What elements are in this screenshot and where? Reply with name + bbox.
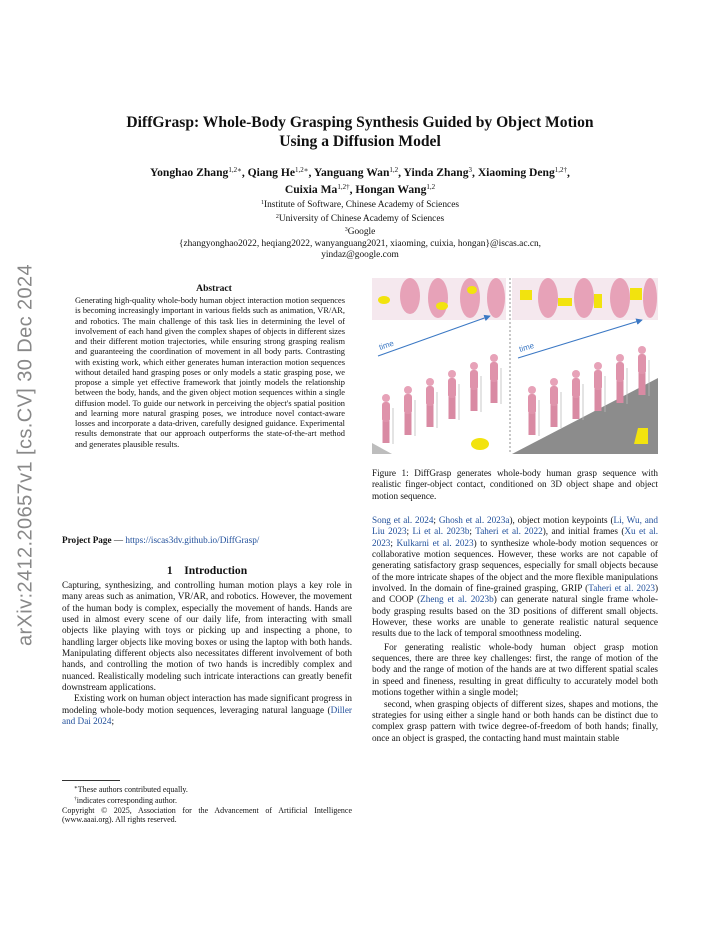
- right-column-body: [372, 515, 658, 744]
- author-separator: ,: [567, 166, 570, 179]
- right-paragraph-1: [372, 515, 658, 640]
- human-figure: [528, 386, 539, 436]
- intro-paragraph-1: Capturing, synthesizing, and controlling human motion plays a key role in many areas such as animation, VR/AR, and robotics. However, the movement of the human body is complex, especially the movement of hands. Hands are used in almost every scene of our daily life, from interacting with small objects like playing with toys or picking up and inspecting a phone, to handling larger objects like moving boxes or using the laptop with both hands. Manipulating different objects also necessitates different involvement of both hands, and controlling the motion of two hands is incredibly complex and nuanced. Realistically modeling such intricate interactions can greatly benefit downstream applications.: [62, 580, 352, 693]
- body-text: ;: [390, 537, 397, 548]
- citation-link[interactable]: Song et al. 2024: [372, 515, 434, 525]
- affiliation-1-text: Institute of Software, Chinese Academy of Sciences: [264, 200, 459, 210]
- arxiv-stamp-text: arXiv:2412.20657v1 [cs.CV] 30 Dec 2024: [14, 263, 37, 647]
- human-figure: [382, 394, 393, 444]
- author-name: Qiang He: [247, 166, 295, 179]
- body-text: ), object motion keypoints (: [509, 515, 614, 525]
- body-text: ) to synthesize whole-body motion sequences or collaborative motion sequences. However, these works are not capable of generating satisfactory grasp sequences, especially for small objects because of the more intricate shapes of the object and the more flexible manipulations involved. In the domain of fine-grained grasping, GRIP (: [372, 537, 659, 594]
- affiliation-1-mark: 1: [261, 200, 264, 206]
- footnote-rule: [62, 780, 120, 781]
- right-paragraph-2: For generating realistic whole-body human object grasp motion sequences, there are three key challenges: first, the range of motion of the body and the range of motion of the hands are at two different spatial scales in speed and fineness, resulting in great difficulty to accurately model both motions together within a single model;: [372, 641, 658, 698]
- human-figure: [426, 378, 437, 428]
- body-text: ;: [406, 526, 413, 537]
- author-affiliation-mark: 1,2: [389, 166, 399, 174]
- human-figure: [550, 378, 561, 428]
- human-figure: [594, 362, 605, 412]
- citation-link[interactable]: Li, Wu, and Liu 2023: [372, 515, 658, 537]
- footnotes: [62, 784, 352, 825]
- citation-link[interactable]: Kulkarni et al. 2023: [396, 537, 474, 548]
- intro-paragraph-2: [62, 693, 352, 727]
- author-name: Hongan Wang: [355, 183, 427, 196]
- arxiv-stamp: [6, 245, 46, 665]
- time-arrow-left: [378, 316, 490, 356]
- human-sequence-left: [382, 354, 501, 444]
- footnote-1-mark: ∗: [74, 785, 78, 791]
- right-paragraph-3: second, when grasping objects of different sizes, shapes and motions, the strategies for using either a single hand or both hands can be distinct due to complex grasp pattern with twice degree-of-freedom of both hands; finally, once an object is grasped, the contacting hand must maintain stable: [372, 698, 658, 743]
- human-figure: [470, 362, 481, 412]
- body-text: ) can generate natural single frame whole-body grasping results based on the 3D positions of different small objects. However, these works are unable to generate realistic natural sequence results due to the lack of temporal smoothness modeling.: [372, 594, 659, 639]
- author-affiliation-mark: 1,2∗: [228, 166, 242, 174]
- closeup-panel-left: [372, 278, 506, 320]
- human-figure: [404, 386, 415, 436]
- project-page-link[interactable]: https://iscas3dv.github.io/DiffGrasp/: [125, 535, 260, 545]
- author-separator: ,: [241, 166, 248, 179]
- author-name: Yonghao Zhang: [150, 166, 229, 179]
- author-name: Yinda Zhang: [403, 166, 469, 179]
- authors-line-1: [70, 163, 650, 180]
- author-name: Cuixia Ma: [284, 183, 338, 196]
- authors-line-2: [70, 180, 650, 197]
- intro-paragraph-2-text: Existing work on human object interaction has made significant progress in modeling whole-body motion sequences, leveraging natural language (: [62, 693, 352, 715]
- footnote-2: [62, 795, 352, 806]
- author-affiliation-mark: 1,2: [426, 183, 436, 191]
- project-page-label: Project Page: [62, 535, 112, 545]
- citation-link[interactable]: Xu et al. 2023: [372, 526, 658, 548]
- abstract-heading: Abstract: [196, 283, 232, 294]
- title-line-2: Using a Diffusion Model: [279, 133, 441, 150]
- body-text: ) and COOP (: [372, 583, 658, 605]
- footnote-2-mark: †: [74, 795, 77, 802]
- author-separator: ,: [308, 166, 314, 179]
- human-figure: [572, 370, 583, 420]
- abstract-text: Generating high-quality whole-body human object interaction motion sequences is becoming increasingly important in various fields such as animation, VR/AR, and robotics. The main challenge of this task lies in determining the level of involvement of each hand given the complex shapes of objects in different sizes and their different motion trajectories, while ensuring strong grasping realism and guaranteeing the coordination of movement in all body parts. Contrasting with existing work, which either generates human interaction motion sequences without detailed hand grasping poses or only models a static grasping pose, we propose a simple yet effective framework that jointly models the relationship between the body, hands, and the given object motion sequences within a single diffusion model. To guide our network in perceiving the object's spatial position and learning more natural grasping poses, we introduce novel contact-aware losses and incorporate a data-driven, carefully designed guidance. Experimental results demonstrate that our approach outperforms the state-of-the-art method and generates plausible results.: [75, 296, 345, 449]
- title-line-1: DiffGrasp: Whole-Body Grasping Synthesis Guided by Object Motion: [126, 114, 594, 131]
- citation-link[interactable]: Li et al. 2023b: [412, 526, 470, 537]
- affiliation-2-text: University of Chinese Academy of Sciences: [278, 213, 445, 224]
- copyright-notice: Copyright © 2025, Association for the Advancement of Artificial Intelligence (www.aaai.org). All rights reserved.: [62, 805, 352, 825]
- section-1-title-text: 1 Introduction: [166, 564, 248, 577]
- affiliation-3-text: Google: [347, 227, 376, 238]
- author-separator: ,: [398, 166, 404, 179]
- footnote-2-text: indicates corresponding author.: [76, 795, 177, 805]
- paper-title: [60, 113, 660, 151]
- author-name: Yanguang Wan: [313, 166, 390, 179]
- affiliation-1: [70, 198, 650, 212]
- figure-1: [372, 278, 658, 454]
- citation-link[interactable]: Zheng et al. 2023b: [420, 594, 494, 605]
- project-page-line: [62, 535, 352, 545]
- author-affiliation-mark: 1,2†: [337, 183, 350, 191]
- section-1-title: [62, 564, 352, 577]
- affiliations: [70, 198, 650, 262]
- citation-link[interactable]: Diller and Dai 2024: [62, 704, 352, 727]
- intro-paragraph-2-end: ;: [111, 716, 115, 727]
- human-figure: [448, 370, 459, 420]
- footnote-1: [62, 784, 352, 795]
- author-name: Xiaoming Deng: [477, 166, 555, 179]
- time-label-left: time: [377, 338, 396, 352]
- author-list: [70, 163, 650, 197]
- teapot-object: [471, 438, 489, 450]
- affiliation-2-mark: 2: [275, 213, 279, 220]
- body-text: ;: [469, 526, 476, 537]
- author-separator: ,: [472, 166, 478, 179]
- figure-1-caption: Figure 1: DiffGrasp generates whole-body human grasp sequence with realistic finger-object contact, conditioned on 3D object shape and object motion sequence.: [372, 468, 658, 501]
- body-text: ), and initial frames (: [542, 526, 625, 537]
- author-affiliation-mark: 3: [468, 166, 473, 174]
- floor-left: [372, 443, 392, 454]
- affiliation-2: [70, 212, 650, 226]
- citation-link[interactable]: Taheri et al. 2023: [588, 583, 655, 594]
- author-separator: ,: [349, 183, 356, 196]
- time-arrow-right: [518, 320, 642, 358]
- human-figure: [490, 354, 501, 404]
- emails-line-1: {zhangyonghao2022, heqiang2022, wanyanguang2021, xiaoming, cuixia, hongan}@iscas.ac.cn,: [178, 238, 542, 249]
- author-affiliation-mark: 1,2†: [554, 166, 568, 174]
- body-text: ;: [433, 515, 439, 525]
- emails-line-2: yindaz@google.com: [321, 250, 399, 261]
- closeup-panel-right: [512, 278, 658, 320]
- project-page-dash: —: [111, 535, 126, 545]
- citation-link[interactable]: Taheri et al. 2022: [475, 526, 543, 537]
- footnote-1-text: These authors contributed equally.: [77, 785, 188, 794]
- author-affiliation-mark: 1,2∗: [295, 166, 309, 174]
- affiliation-3: [70, 225, 650, 239]
- citation-link[interactable]: Ghosh et al. 2023a: [438, 515, 510, 525]
- left-column-body: [62, 580, 352, 727]
- time-label-right: time: [518, 341, 536, 354]
- affiliation-3-mark: 3: [344, 227, 348, 234]
